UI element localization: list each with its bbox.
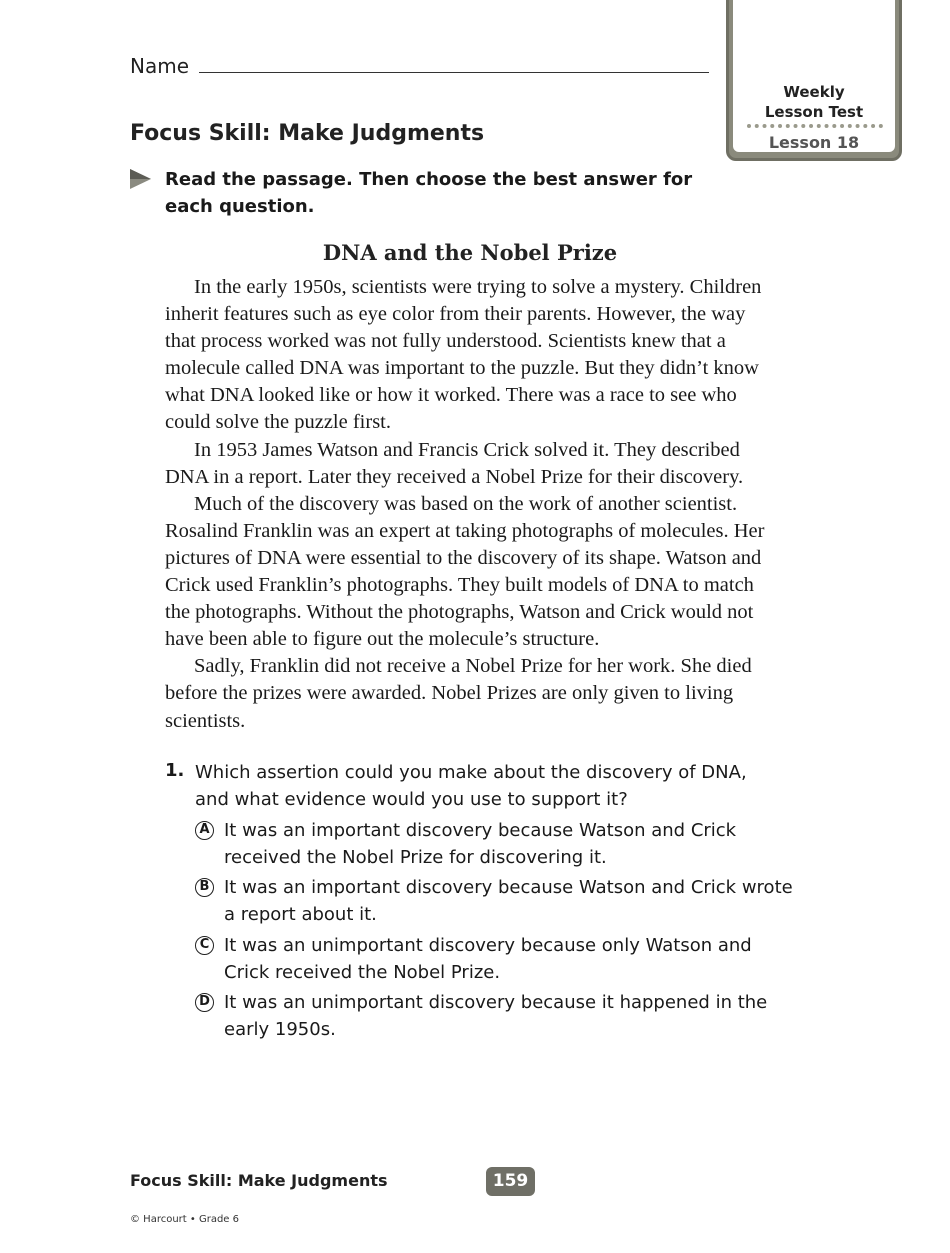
page-title: Focus Skill: Make Judgments: [130, 121, 485, 146]
tab-weekly: Weekly: [783, 83, 845, 101]
name-line: [199, 72, 709, 73]
choice-a-bubble[interactable]: A: [195, 821, 214, 840]
page-number: 159: [486, 1167, 535, 1196]
footer-focus-skill: Focus Skill: Make Judgments: [130, 1171, 388, 1190]
choice-c-text: It was an unimportant discovery because only Watson and Crick received the Nobel Prize.: [224, 935, 752, 983]
passage: [165, 274, 795, 735]
copyright: © Harcourt • Grade 6: [130, 1214, 239, 1225]
choice-c-bubble[interactable]: C: [195, 936, 214, 955]
tab-divider: [747, 124, 883, 128]
passage-title: DNA and the Nobel Prize: [322, 240, 618, 265]
lesson-tab: [726, 0, 902, 161]
passage-paragraph: In 1953 James Watson and Francis Crick solved it. They described DNA in a report. Later they received a Nobel Prize for their discovery.: [165, 438, 744, 488]
question-text: Which assertion could you make about the discovery of DNA, and what evidence would you use to support it?: [195, 762, 747, 810]
passage-paragraph: Much of the discovery was based on the work of another scientist. Rosalind Franklin was an expert at taking photographs of molecules. Her pictures of DNA were essential to the discovery of its shape. Watson and Crick used Franklin’s photographs. They built models of DNA to match the photographs. Without the photographs, Watson and Crick would not have been able to figure out the molecule’s structure.: [165, 492, 765, 651]
tab-lesson-test: Lesson Test: [764, 103, 864, 121]
arrow-icon: [130, 168, 152, 190]
passage-paragraph: Sadly, Franklin did not receive a Nobel Prize for her work. She died before the prizes were awarded. Nobel Prizes are only given to living scientists.: [165, 655, 752, 732]
name-label: Name: [130, 54, 190, 78]
choice-b-text: It was an important discovery because Watson and Crick wrote a report about it.: [224, 877, 793, 925]
question-number: 1.: [165, 760, 185, 781]
choice-b-bubble[interactable]: B: [195, 878, 214, 897]
choice-d-text: It was an unimportant discovery because it happened in the early 1950s.: [224, 992, 768, 1040]
directions: Read the passage. Then choose the best answer for each question.: [165, 169, 693, 217]
choice-d-bubble[interactable]: D: [195, 993, 214, 1012]
tab-lesson-number: Lesson 18: [768, 133, 860, 152]
choice-a-text: It was an important discovery because Watson and Crick received the Nobel Prize for discovering it.: [224, 820, 737, 868]
passage-paragraph: In the early 1950s, scientists were trying to solve a mystery. Children inherit features such as eye color from their parents. However, the way that process worked was not fully understood. Scientists knew that a molecule called DNA was important to the puzzle. But they didn’t know what DNA looked like or how it worked. There was a race to see who could solve the puzzle first.: [165, 276, 762, 434]
